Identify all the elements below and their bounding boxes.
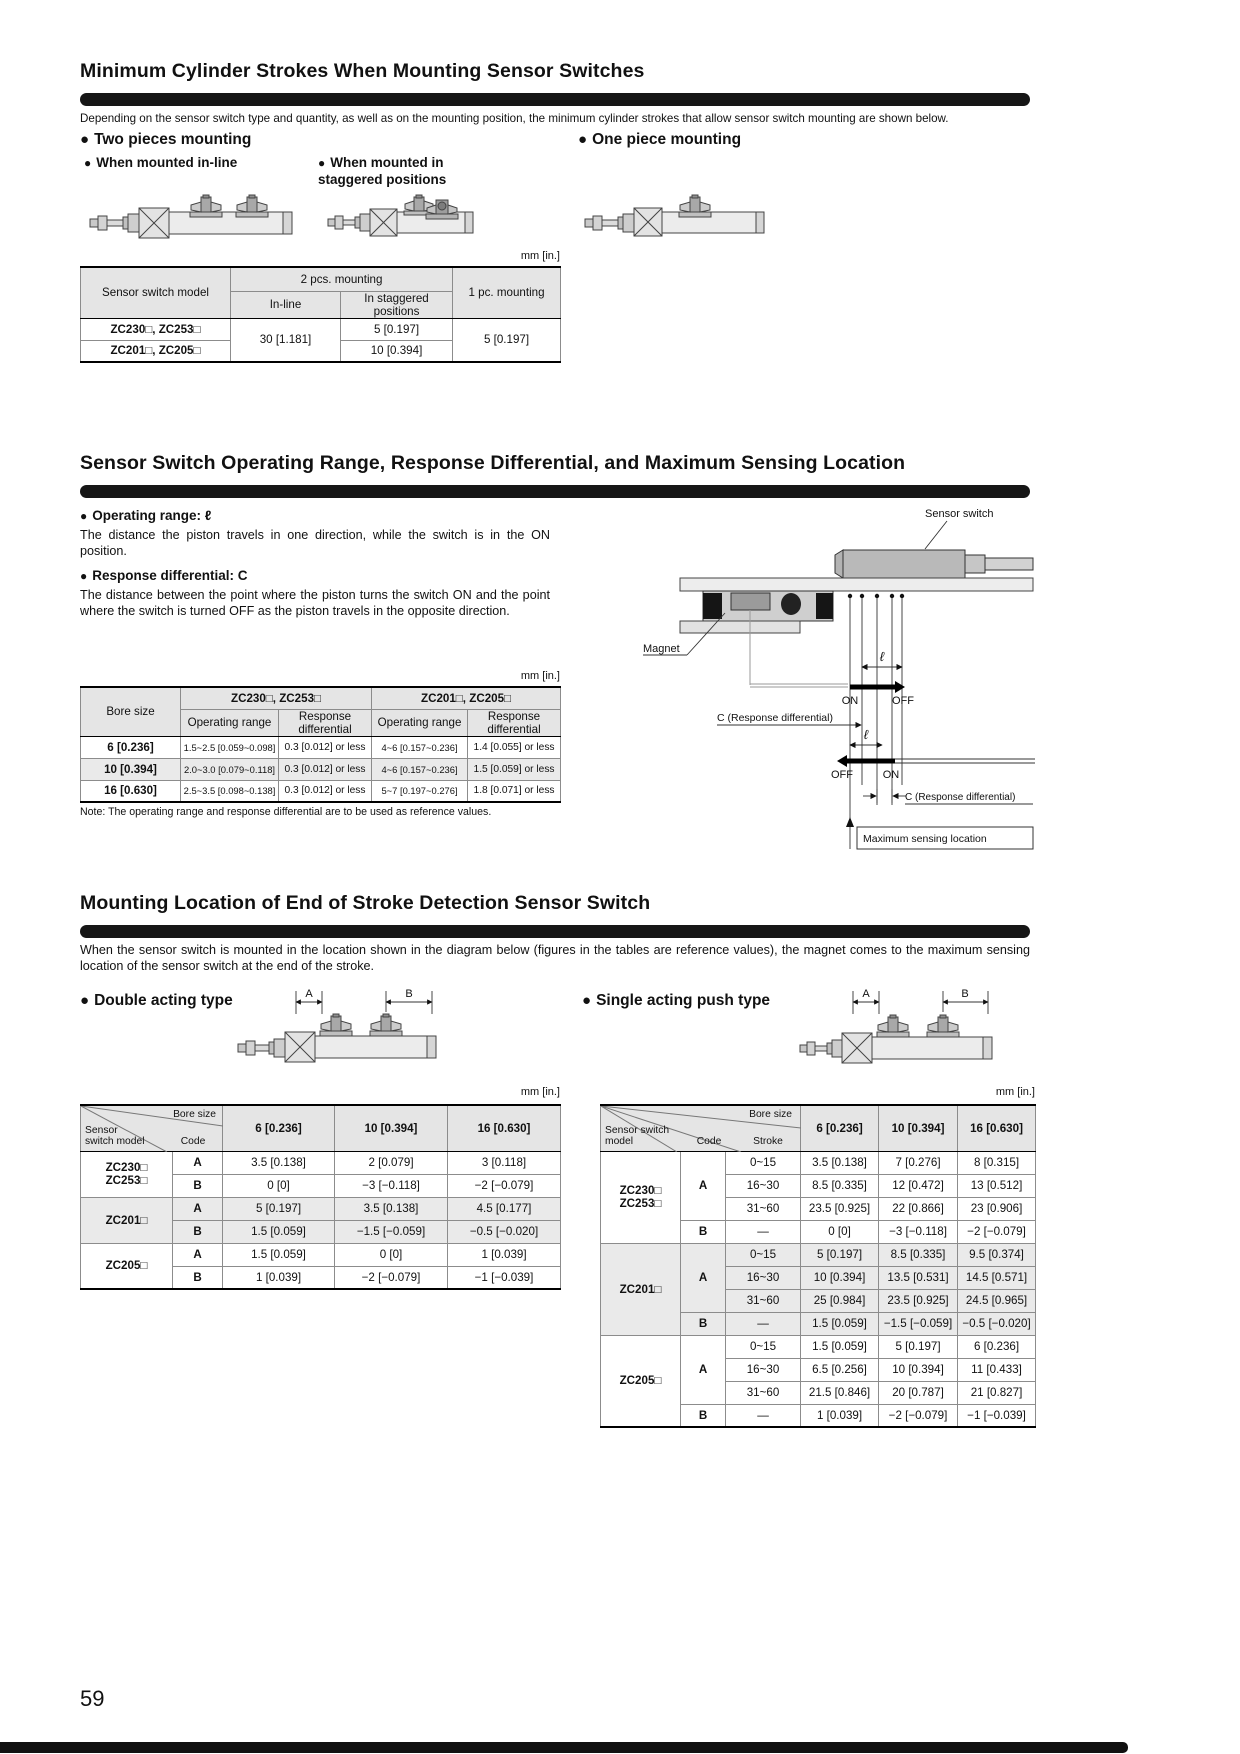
section3-intro: When the sensor switch is mounted in the location shown in the diagram below (figures in the tables are reference values), the magnet comes to the maximum sensing location of the sensor switch at the end of the stroke.: [80, 943, 1030, 974]
operating-range-desc: The distance the piston travels in one direction, while the switch is in the ON position.: [80, 528, 550, 559]
value-cell: −1.5 [−0.059]: [335, 1220, 448, 1243]
stroke-cell: 0~15: [726, 1151, 801, 1174]
model-line: ZC253□: [619, 1197, 662, 1210]
stroke-cell: 31~60: [726, 1197, 801, 1220]
code-cell: B: [173, 1220, 223, 1243]
double-acting-diagram: [236, 986, 501, 1081]
bore-cell: 10 [0.394]: [81, 758, 181, 780]
value-cell: 3.5 [0.138]: [801, 1151, 879, 1174]
col-inline: In-line: [231, 291, 341, 318]
value-cell: −1.5 [−0.059]: [879, 1312, 958, 1335]
model-cell: ZC205□: [601, 1335, 681, 1427]
value-cell: 7 [0.276]: [879, 1151, 958, 1174]
code-cell: B: [173, 1266, 223, 1289]
value-cell: 2.0~3.0 [0.079~0.118]: [181, 758, 279, 780]
col-1pc-mounting: 1 pc. mounting: [453, 267, 561, 318]
value-cell: −0.5 [−0.020]: [448, 1220, 561, 1243]
value-cell: −1 [−0.039]: [448, 1266, 561, 1289]
stroke-cell: 16~30: [726, 1174, 801, 1197]
model-cell: ZC201□: [81, 1197, 173, 1243]
value-cell: 4~6 [0.157~0.236]: [372, 736, 468, 758]
col-response-differential: Response differential: [468, 709, 561, 736]
value-cell: 0 [0]: [223, 1174, 335, 1197]
value-cell: 1 [0.039]: [223, 1266, 335, 1289]
hdr-sensor-model: Sensor switch model: [605, 1124, 670, 1148]
section1-title-bar: [80, 93, 1030, 106]
value-cell: 14.5 [0.571]: [958, 1266, 1036, 1289]
value-cell: 24.5 [0.965]: [958, 1289, 1036, 1312]
model-cell: ZC230□, ZC253□: [81, 318, 231, 340]
value-cell: 21 [0.827]: [958, 1381, 1036, 1404]
code-cell: A: [681, 1151, 726, 1220]
col-sensor-switch-model: Sensor switch model: [81, 267, 231, 318]
stroke-cell: 31~60: [726, 1381, 801, 1404]
single-acting-label: ● Single acting push type: [582, 992, 770, 1010]
cylinder-staggered-illustration: [326, 178, 476, 252]
table-note: Note: The operating range and response differential are to be used as reference values.: [80, 806, 492, 818]
response-differential-desc: The distance between the point where the piston turns the switch ON and the point where the switch is turned OFF as the piston travels in the opposite direction.: [80, 588, 550, 619]
col-zc201-zc205: ZC201□, ZC205□: [372, 687, 561, 709]
double-acting-table: [80, 1104, 561, 1290]
mounted-inline-label: ● When mounted in-line: [84, 155, 237, 172]
value-cell: −0.5 [−0.020]: [958, 1312, 1036, 1335]
inline-value-cell: 30 [1.181]: [231, 318, 341, 362]
on-label: ON: [841, 695, 859, 707]
code-cell: A: [173, 1197, 223, 1220]
section2-title: Sensor Switch Operating Range, Response Differential, and Maximum Sensing Location: [80, 452, 906, 474]
max-sensing-label: Maximum sensing location: [863, 833, 987, 845]
off-label: OFF: [892, 695, 914, 707]
c-response-label: C (Response differential): [905, 792, 1016, 803]
value-cell: 0 [0]: [801, 1220, 879, 1243]
value-cell: 1.8 [0.071] or less: [468, 780, 561, 802]
col-bore-6: 6 [0.236]: [801, 1105, 879, 1151]
value-cell: 9.5 [0.374]: [958, 1243, 1036, 1266]
model-line: ZC230□: [619, 1183, 662, 1197]
section1-intro: Depending on the sensor switch type and quantity, as well as on the mounting position, the minimum cylinder strokes that allow sensor switch mounting are shown below.: [80, 112, 949, 125]
value-cell: −3 [−0.118]: [879, 1220, 958, 1243]
value-cell: 5 [0.197]: [223, 1197, 335, 1220]
ell-dim-label: ℓ: [879, 649, 885, 664]
page-number: 59: [80, 1686, 105, 1711]
value-cell: 3.5 [0.138]: [223, 1151, 335, 1174]
one-pc-value-cell: 5 [0.197]: [453, 318, 561, 362]
dim-a-label: A: [305, 988, 313, 1000]
cylinder-one-piece-illustration: [583, 192, 768, 250]
value-cell: 0.3 [0.012] or less: [279, 780, 372, 802]
col-bore-10: 10 [0.394]: [335, 1105, 448, 1151]
section3-title-bar: [80, 925, 1030, 938]
value-cell: 1.5 [0.059]: [223, 1243, 335, 1266]
value-cell: 10 [0.394]: [879, 1358, 958, 1381]
diagonal-header: [81, 1105, 223, 1151]
model-cell: ZC205□: [81, 1243, 173, 1289]
value-cell: −2 [−0.079]: [335, 1266, 448, 1289]
stroke-cell: —: [726, 1220, 801, 1243]
model-cell: ZC201□, ZC205□: [81, 340, 231, 362]
operating-range-diagram: [595, 497, 1035, 862]
col-bore-size: Bore size: [81, 687, 181, 736]
operating-range-table: [80, 686, 561, 803]
value-cell: 8.5 [0.335]: [879, 1243, 958, 1266]
sensor-switch-label: Sensor switch: [925, 508, 994, 520]
code-cell: A: [681, 1335, 726, 1404]
hdr-code: Code: [696, 1136, 722, 1148]
value-cell: −3 [−0.118]: [335, 1174, 448, 1197]
stroke-cell: —: [726, 1404, 801, 1427]
value-cell: 21.5 [0.846]: [801, 1381, 879, 1404]
code-cell: A: [173, 1243, 223, 1266]
value-cell: 6 [0.236]: [958, 1335, 1036, 1358]
section3-title: Mounting Location of End of Stroke Detection Sensor Switch: [80, 892, 651, 914]
magnet-label: Magnet: [643, 643, 680, 655]
model-cell: ZC201□: [601, 1243, 681, 1335]
stroke-cell: 16~30: [726, 1358, 801, 1381]
code-cell: A: [173, 1151, 223, 1174]
col-bore-10: 10 [0.394]: [879, 1105, 958, 1151]
off-label: OFF: [831, 769, 853, 781]
value-cell: 1.5 [0.059] or less: [468, 758, 561, 780]
c-response-label: C (Response differential): [717, 712, 833, 724]
value-cell: 0 [0]: [335, 1243, 448, 1266]
value-cell: 3 [0.118]: [448, 1151, 561, 1174]
value-cell: −2 [−0.079]: [879, 1404, 958, 1427]
value-cell: 1.4 [0.055] or less: [468, 736, 561, 758]
value-cell: 6.5 [0.256]: [801, 1358, 879, 1381]
stroke-cell: 31~60: [726, 1289, 801, 1312]
model-line: ZC230□: [105, 1160, 148, 1174]
model-line: ZC253□: [105, 1174, 148, 1187]
dim-a-label: A: [862, 988, 870, 1000]
cylinder-inline-illustration: [88, 190, 303, 252]
stroke-cell: 16~30: [726, 1266, 801, 1289]
code-cell: B: [681, 1312, 726, 1335]
col-zc230-zc253: ZC230□, ZC253□: [181, 687, 372, 709]
stroke-cell: 0~15: [726, 1243, 801, 1266]
dim-b-label: B: [405, 988, 413, 1000]
units-label: mm [in.]: [995, 1086, 1035, 1098]
code-cell: B: [681, 1404, 726, 1427]
code-cell: B: [681, 1220, 726, 1243]
two-pieces-mounting-label: ● Two pieces mounting: [80, 131, 251, 149]
value-cell: −2 [−0.079]: [958, 1220, 1036, 1243]
value-cell: −1 [−0.039]: [958, 1404, 1036, 1427]
value-cell: 0.3 [0.012] or less: [279, 736, 372, 758]
value-cell: 20 [0.787]: [879, 1381, 958, 1404]
value-cell: 1 [0.039]: [448, 1243, 561, 1266]
mounted-staggered-label: ● When mounted in staggered positions: [318, 155, 480, 189]
units-label: mm [in.]: [520, 670, 560, 682]
value-cell: 23.5 [0.925]: [879, 1289, 958, 1312]
value-cell: 0.3 [0.012] or less: [279, 758, 372, 780]
value-cell: 25 [0.984]: [801, 1289, 879, 1312]
units-label: mm [in.]: [520, 250, 560, 262]
value-cell: 10 [0.394]: [801, 1266, 879, 1289]
value-cell: 8 [0.315]: [958, 1151, 1036, 1174]
hdr-code: Code: [180, 1136, 206, 1148]
bore-cell: 16 [0.630]: [81, 780, 181, 802]
model-cell: [601, 1151, 681, 1243]
single-acting-table: [600, 1104, 1036, 1428]
value-cell: 4.5 [0.177]: [448, 1197, 561, 1220]
operating-range-label: ● Operating range: ℓ: [80, 508, 211, 525]
code-cell: B: [173, 1174, 223, 1197]
dim-b-label: B: [961, 988, 969, 1000]
model-cell: [81, 1151, 173, 1197]
value-cell: −2 [−0.079]: [448, 1174, 561, 1197]
hdr-bore-size: Bore size: [749, 1109, 793, 1120]
footer-bar: [0, 1742, 1128, 1753]
value-cell: 5 [0.197]: [879, 1335, 958, 1358]
col-operating-range: Operating range: [372, 709, 468, 736]
value-cell: 2.5~3.5 [0.098~0.138]: [181, 780, 279, 802]
ell-dim-label: ℓ: [863, 727, 869, 742]
value-cell: 2 [0.079]: [335, 1151, 448, 1174]
value-cell: 5~7 [0.197~0.276]: [372, 780, 468, 802]
bore-cell: 6 [0.236]: [81, 736, 181, 758]
col-response-differential: Response differential: [279, 709, 372, 736]
value-cell: 23 [0.906]: [958, 1197, 1036, 1220]
hdr-stroke: Stroke: [753, 1136, 783, 1148]
col-2pcs-mounting: 2 pcs. mounting: [231, 267, 453, 291]
staggered-value-cell: 5 [0.197]: [341, 318, 453, 340]
units-label: mm [in.]: [520, 1086, 560, 1098]
hdr-bore-size: Bore size: [173, 1109, 216, 1120]
col-bore-16: 16 [0.630]: [448, 1105, 561, 1151]
on-label: ON: [882, 769, 900, 781]
min-stroke-table: [80, 266, 561, 363]
col-staggered: In staggered positions: [341, 291, 453, 318]
section1-title: Minimum Cylinder Strokes When Mounting Sensor Switches: [80, 60, 645, 82]
stroke-cell: —: [726, 1312, 801, 1335]
value-cell: 3.5 [0.138]: [335, 1197, 448, 1220]
value-cell: 5 [0.197]: [801, 1243, 879, 1266]
double-acting-label: ● Double acting type: [80, 992, 233, 1010]
value-cell: 4~6 [0.157~0.236]: [372, 758, 468, 780]
col-bore-16: 16 [0.630]: [958, 1105, 1036, 1151]
value-cell: 22 [0.866]: [879, 1197, 958, 1220]
single-acting-diagram: [798, 986, 1048, 1081]
col-operating-range: Operating range: [181, 709, 279, 736]
value-cell: 13.5 [0.531]: [879, 1266, 958, 1289]
value-cell: 1.5 [0.059]: [223, 1220, 335, 1243]
code-cell: A: [681, 1243, 726, 1312]
value-cell: 23.5 [0.925]: [801, 1197, 879, 1220]
hdr-sensor-model: Sensor switch model: [85, 1124, 145, 1148]
value-cell: 8.5 [0.335]: [801, 1174, 879, 1197]
value-cell: 1 [0.039]: [801, 1404, 879, 1427]
col-bore-6: 6 [0.236]: [223, 1105, 335, 1151]
diagonal-header: [601, 1105, 801, 1151]
value-cell: 1.5~2.5 [0.059~0.098]: [181, 736, 279, 758]
value-cell: 11 [0.433]: [958, 1358, 1036, 1381]
one-piece-mounting-label: ● One piece mounting: [578, 131, 741, 149]
value-cell: 13 [0.512]: [958, 1174, 1036, 1197]
stroke-cell: 0~15: [726, 1335, 801, 1358]
staggered-value-cell: 10 [0.394]: [341, 340, 453, 362]
value-cell: 1.5 [0.059]: [801, 1335, 879, 1358]
response-differential-label: ● Response differential: C: [80, 568, 248, 585]
value-cell: 12 [0.472]: [879, 1174, 958, 1197]
value-cell: 1.5 [0.059]: [801, 1312, 879, 1335]
